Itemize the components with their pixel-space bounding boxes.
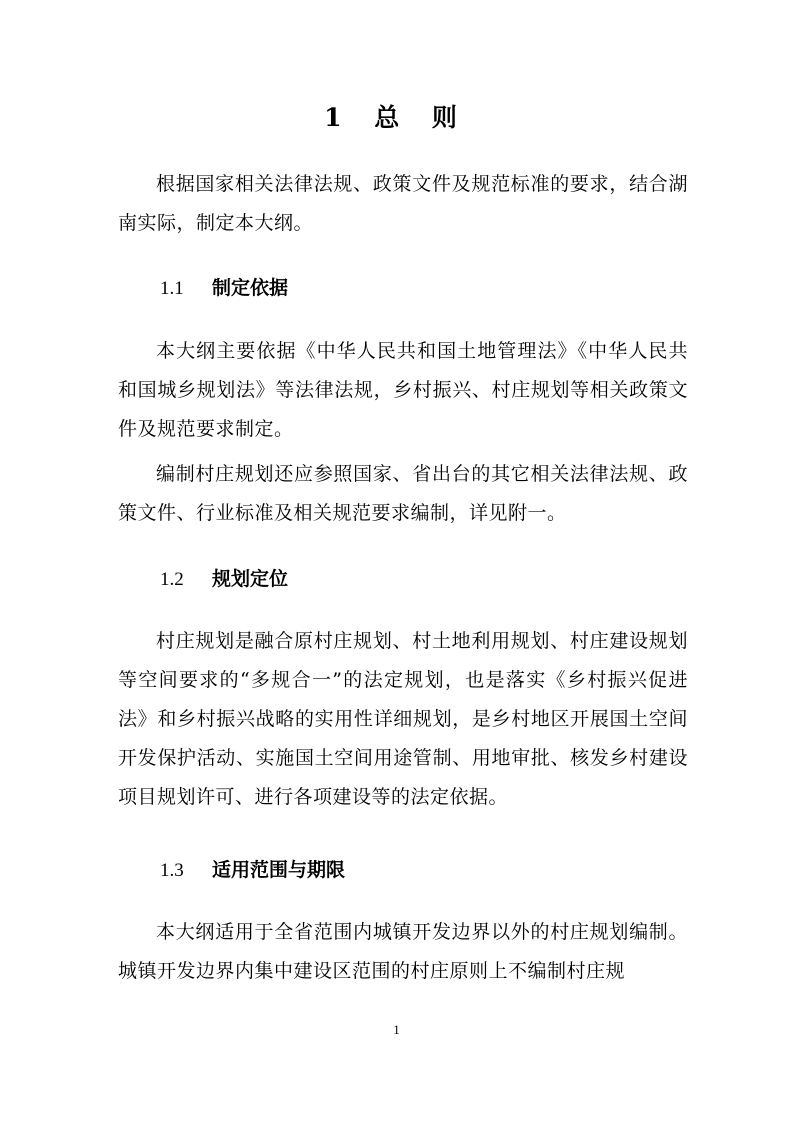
section-heading-1-2 [160, 564, 288, 595]
section-heading-1-1 [160, 273, 288, 304]
page-title: 1 总 则 [324, 103, 469, 132]
section-title: 规划定位 [212, 568, 289, 590]
section-number: 1.3 [160, 860, 184, 881]
section-1-1-paragraph-2: 编制村庄规划还应参照国家、省出台的其它相关法律法规、政策文件、行业标准及相关规范要求编制，详见附一。 [118, 463, 688, 524]
section-number: 1.2 [160, 569, 184, 590]
section-title: 适用范围与期限 [212, 859, 346, 881]
intro-paragraph: 根据国家相关法律法规、政策文件及规范标准的要求，结合湖南实际，制定本大纲。 [118, 173, 688, 234]
section-title: 制定依据 [212, 277, 289, 299]
section-number: 1.1 [160, 278, 184, 299]
page-number: 1 [393, 1022, 400, 1037]
section-heading-1-3 [160, 855, 345, 886]
section-1-1-paragraph-1: 本大纲主要依据《中华人民共和国土地管理法》《中华人民共和国城乡规划法》等法律法规，乡村振兴、村庄规划等相关政策文件及规范要求制定。 [118, 340, 688, 440]
section-1-2-paragraph-1: 村庄规划是融合原村庄规划、村土地利用规划、村庄建设规划等空间要求的“多规合一”的法定规划，也是落实《乡村振兴促进法》和乡村振兴战略的实用性详细规划，是乡村地区开展国土空间开发保护活动、实施国土空间用途管制、用地审批、核发乡村建设项目规划许可、进行各项建设等的法定依据。 [118, 630, 688, 808]
section-1-3-paragraph-1: 本大纲适用于全省范围内城镇开发边界以外的村庄规划编制。城镇开发边界内集中建设区范围的村庄原则上不编制村庄规 [118, 921, 688, 982]
